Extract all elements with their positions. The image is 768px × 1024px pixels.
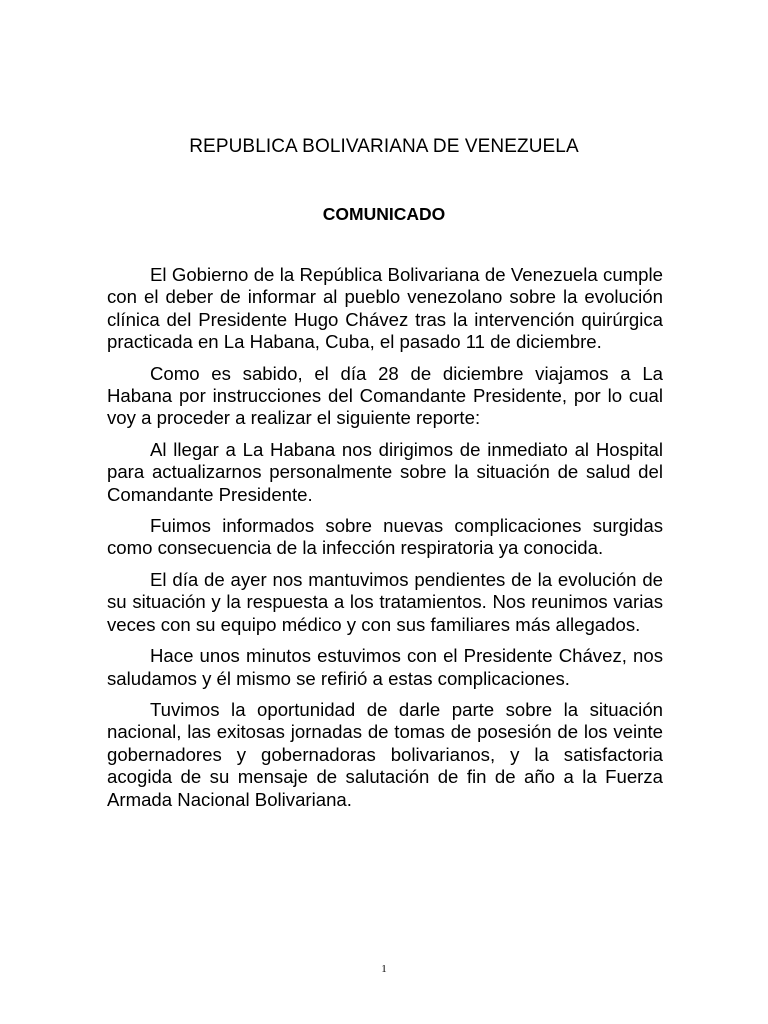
paragraph-5: El día de ayer nos mantuvimos pendientes de la evolución de su situación y la respuesta a los tratamientos. Nos reunimos varias veces con su equipo médico y con sus familiares más allegados. — [107, 568, 663, 635]
paragraph-6: Hace unos minutos estuvimos con el Presidente Chávez, nos saludamos y él mismo se refirió a estas complicaciones. — [107, 645, 663, 689]
page-number: 1 — [381, 963, 387, 975]
document-body — [107, 264, 663, 820]
paragraph-4: Fuimos informados sobre nuevas complicaciones surgidas como consecuencia de la infección respiratoria ya conocida. — [107, 515, 663, 559]
paragraph-7: Tuvimos la oportunidad de darle parte sobre la situación nacional, las exitosas jornadas de tomas de posesión de los veinte gobernadores y gobernadoras bolivarianos, y la satisfactoria acogida de su mensaje de salutación de fin de año a la Fuerza Armada Nacional Bolivariana. — [107, 698, 663, 810]
paragraph-3: Al llegar a La Habana nos dirigimos de inmediato al Hospital para actualizarnos personalmente sobre la situación de salud del Comandante Presidente. — [107, 438, 663, 505]
paragraph-1: El Gobierno de la República Bolivariana de Venezuela cumple con el deber de informar al pueblo venezolano sobre la evolución clínica del Presidente Hugo Chávez tras la intervención quirúrgica practicada en La Habana, Cuba, el pasado 11 de diciembre. — [107, 264, 663, 353]
document-title: COMUNICADO — [322, 204, 446, 224]
paragraph-2: Como es sabido, el día 28 de diciembre viajamos a La Habana por instrucciones del Comandante Presidente, por lo cual voy a proceder a realizar el siguiente reporte: — [107, 362, 663, 429]
document-header: REPUBLICA BOLIVARIANA DE VENEZUELA — [189, 136, 579, 157]
